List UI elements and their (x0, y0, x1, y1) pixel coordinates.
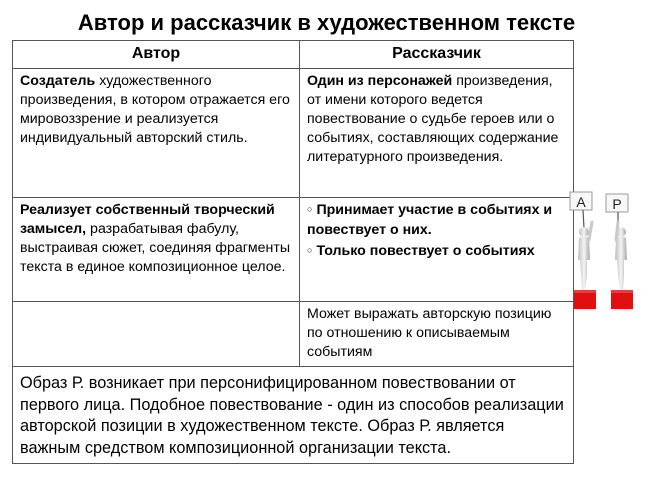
table-row (13, 198, 574, 302)
narrator-position-cell: Может выражать авторскую позицию по отношению к описываемым событиям (300, 302, 574, 367)
pedestal-left (574, 292, 596, 309)
comparison-table (12, 40, 574, 464)
narrator-role-item-2: Только повествует о событиях (316, 243, 535, 259)
author-role-text: разрабатывая фабулу, выстраивая сюжет, соединяя фрагменты текста в единое композиционное целое. (20, 221, 291, 275)
narrator-definition-bold: Один из персонажей (307, 73, 453, 89)
list-item (307, 201, 567, 240)
narrator-role-cell (300, 198, 574, 302)
author-definition-text: художественного произведения, в котором отражается его мировоззрение и реализуется индивидуальный авторский стиль. (20, 73, 290, 146)
author-narrator-figures-illustration (568, 180, 648, 320)
author-definition-bold: Создатель (20, 73, 96, 89)
narrator-definition-text: произведения, от имени которого ведется повествование о судьбе героев или о событиях, составляющих содержание литературного произведения. (307, 73, 559, 165)
table-row (13, 302, 574, 367)
table-header-row (13, 41, 574, 69)
summary-row (13, 367, 574, 464)
narrator-definition-cell (300, 69, 574, 198)
table-row (13, 69, 574, 198)
bullet-icon: ○ (307, 204, 313, 214)
header-author: Автор (13, 41, 300, 69)
bullet-icon: ○ (307, 245, 313, 255)
author-definition-cell (13, 69, 300, 198)
empty-cell (13, 302, 300, 367)
sign-left-letter: А (576, 194, 586, 210)
author-role-cell (13, 198, 300, 302)
narrator-role-item-1: Принимает участие в событиях и повествует о них. (307, 202, 553, 238)
author-role-bold: Реализует собственный творческий замысел, (20, 202, 275, 237)
header-narrator: Рассказчик (300, 41, 574, 69)
sign-right-letter: Р (612, 196, 622, 212)
summary-text: Образ Р. возникает при персонифицированном повествовании от первого лица. Подобное повествование - один из способов реализации авторской позиции в художественном тексте. Образ Р. является важным средством композиционной организации текста. (13, 367, 574, 464)
list-item (307, 242, 567, 262)
page-title: Автор и рассказчик в художественном тексте (77, 10, 576, 35)
pedestal-right (611, 292, 633, 309)
